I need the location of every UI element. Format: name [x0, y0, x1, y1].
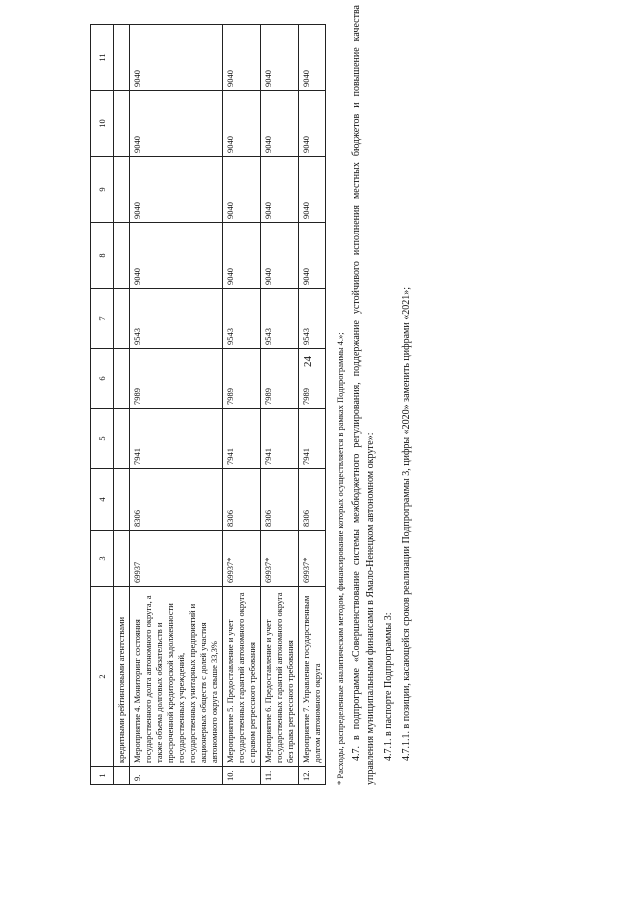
row-name: Мероприятие 4. Мониторинг состояния государственного долга автономного округа, а также объема долговых обязательств и просроченной кредиторской задолженности государственных учреждений, государственных унитарных предприятий и акционерных обществ с долей участия автономного округа свыше 33,3%	[130, 587, 223, 767]
cell: 9040	[223, 223, 261, 289]
rotated-page-content	[90, 5, 560, 785]
cell: 7989	[130, 349, 223, 409]
cell: 69937*	[261, 531, 299, 587]
row-number: 11.	[261, 767, 299, 785]
cell: 9040	[130, 157, 223, 223]
row-number: 10.	[223, 767, 261, 785]
header-cell: 1	[91, 767, 114, 785]
table-row-continuation	[114, 25, 130, 785]
cell: 9040	[299, 157, 326, 223]
cell: 9543	[223, 289, 261, 349]
cell: 8306	[299, 469, 326, 531]
cell: 8306	[130, 469, 223, 531]
cell: 9040	[299, 223, 326, 289]
table-footnote: * Расходы, распределенные аналитическим методом, финансирование которых осуществляется в рамках Подпрограммы 4.»;	[335, 332, 345, 785]
row-number: 9.	[130, 767, 223, 785]
page-number: 24	[302, 356, 314, 367]
cell: 9040	[223, 25, 261, 91]
header-cell: 11	[91, 25, 114, 91]
cell: 9040	[130, 91, 223, 157]
continuation-text: кредитными рейтинговыми агентствами	[114, 587, 130, 767]
header-cell: 6	[91, 349, 114, 409]
cell: 7989	[261, 349, 299, 409]
table-row	[299, 25, 326, 785]
cell: 8306	[261, 469, 299, 531]
program-table	[90, 24, 326, 785]
cell: 9040	[261, 25, 299, 91]
cell: 69937*	[299, 531, 326, 587]
table-row	[223, 25, 261, 785]
paragraph-4-7-1-1: 4.7.1.1. в позиции, касающейся сроков реализации Подпрограммы 3, цифры «2020» заменить цифрами «2021»;	[401, 286, 412, 761]
cell: 7941	[261, 409, 299, 469]
header-cell: 8	[91, 223, 114, 289]
header-cell: 4	[91, 469, 114, 531]
table-row	[130, 25, 223, 785]
cell: 9040	[130, 25, 223, 91]
cell: 9040	[299, 25, 326, 91]
cell: 69937	[130, 531, 223, 587]
paragraph-4-7-1: 4.7.1. в паспорте Подпрограммы 3:	[383, 612, 394, 761]
cell: 9040	[261, 223, 299, 289]
cell: 7941	[223, 409, 261, 469]
cell: 9040	[261, 91, 299, 157]
cell: 8306	[223, 469, 261, 531]
cell: 9040	[223, 157, 261, 223]
header-cell: 5	[91, 409, 114, 469]
table-row	[261, 25, 299, 785]
header-cell: 7	[91, 289, 114, 349]
header-cell: 10	[91, 91, 114, 157]
row-name: Мероприятие 5. Предоставление и учет государственных гарантий автономного округа с правом регрессного требования	[223, 587, 261, 767]
row-name: Мероприятие 6. Предоставление и учет государственных гарантий автономного округа без права регрессного требования	[261, 587, 299, 767]
cell: 9543	[261, 289, 299, 349]
cell: 9040	[261, 157, 299, 223]
cell: 69937*	[223, 531, 261, 587]
cell: 7989	[299, 349, 326, 409]
paragraph-4-7: 4.7. в подпрограмме «Совершенствование системы межбюджетного регулирования, поддержание устойчивого исполнения местных бюджетов и повышение качества управления муниципальными финансами в Ямало-Ненецком автономном округе»:	[351, 5, 376, 785]
header-cell: 9	[91, 157, 114, 223]
cell: 9040	[299, 91, 326, 157]
cell: 7941	[299, 409, 326, 469]
cell: 9040	[130, 223, 223, 289]
cell: 7941	[130, 409, 223, 469]
row-number: 12.	[299, 767, 326, 785]
cell: 7989	[223, 349, 261, 409]
table-header-row	[91, 25, 114, 785]
header-cell: 3	[91, 531, 114, 587]
cell: 9543	[299, 289, 326, 349]
header-cell: 2	[91, 587, 114, 767]
cell: 9543	[130, 289, 223, 349]
cell: 9040	[223, 91, 261, 157]
row-name: Мероприятие 7. Управление государственным долгом автономного округа	[299, 587, 326, 767]
